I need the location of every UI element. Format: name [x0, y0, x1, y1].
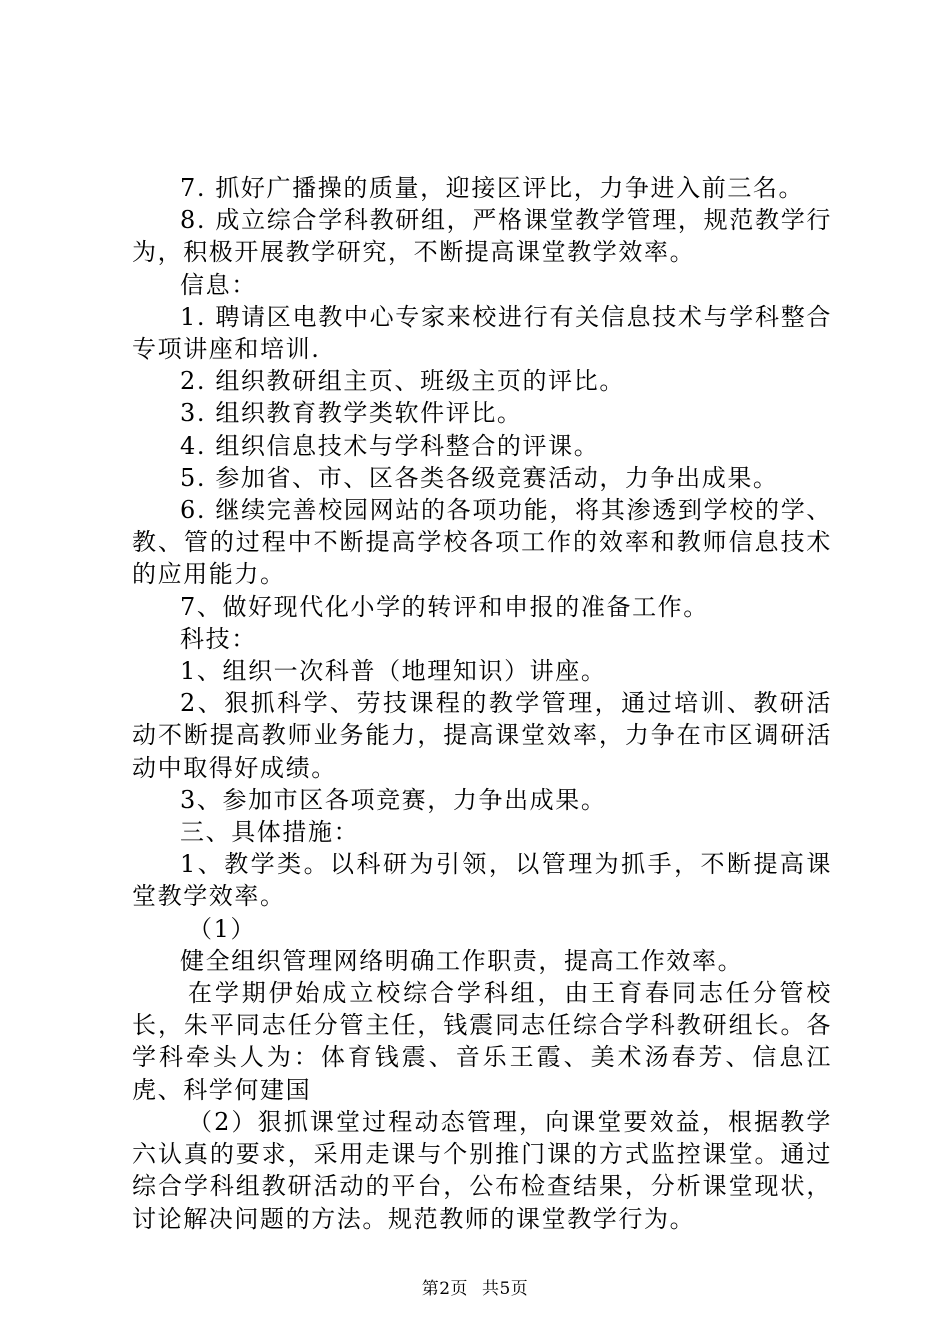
paragraph-measures-1: 1、教学类。以科研为引领，以管理为抓手，不断提高课堂教学效率。 [132, 850, 832, 911]
document-body [132, 172, 832, 1235]
paragraph-info-6: 6. 继续完善校园网站的各项功能，将其渗透到学校的学、教、管的过程中不断提高学校各项工作的效率和教师信息技术的应用能力。 [132, 496, 832, 589]
paragraph-info-3: 3. 组织教育教学类软件评比。 [180, 399, 523, 428]
section-heading-tech: 科技： [180, 624, 257, 653]
paragraph-sub-2: （2）狠抓课堂过程动态管理，向课堂要效益，根据教学六认真的要求，采用走课与个别推门课的方式监控课堂。通过综合学科组教研活动的平台，公布检查结果，分析课堂现状，讨论解决问题的方法。规范教师的课堂教学行为。 [132, 1107, 832, 1233]
paragraph-info-2: 2. 组织教研组主页、班级主页的评比。 [180, 367, 625, 396]
page-total: 共5页 [481, 1279, 529, 1299]
paragraph-item-7: 7. 抓好广播操的质量，迎接区评比，力争进入前三名。 [180, 174, 805, 202]
paragraph-item-8: 8. 成立综合学科教研组，严格课堂教学管理，规范教学行为，积极开展教学研究，不断提高课堂教学效率。 [132, 206, 832, 267]
paragraph-info-7: 7、做好现代化小学的转评和申报的准备工作。 [180, 592, 709, 621]
paragraph-sub-1-title: 健全组织管理网络明确工作职责，提高工作效率。 [180, 946, 744, 975]
section-heading-info: 信息： [180, 270, 257, 299]
paragraph-sub-1-body: 在学期伊始成立校综合学科组，由王育春同志任分管校长，朱平同志任分管主任，钱震同志任综合学科教研组长。各学科牵头人为：体育钱震、音乐王霞、美术汤春芳、信息江虎、科学何建国 [132, 979, 832, 1104]
paragraph-sub-1-label: （1） [188, 914, 257, 943]
page-number: 第2页 [421, 1279, 469, 1299]
paragraph-info-4: 4. 组织信息技术与学科整合的评课。 [180, 431, 600, 460]
paragraph-tech-1: 1、组织一次科普（地理知识）讲座。 [180, 657, 607, 686]
paragraph-info-5: 5. 参加省、市、区各类各级竞赛活动，力争出成果。 [180, 463, 779, 492]
paragraph-tech-3: 3、参加市区各项竞赛，力争出成果。 [180, 785, 607, 814]
paragraph-tech-2: 2、狠抓科学、劳技课程的教学管理，通过培训、教研活动不断提高教师业务能力，提高课堂效率，力争在市区调研活动中取得好成绩。 [132, 689, 832, 782]
page-footer [0, 1274, 950, 1299]
paragraph-info-1: 1. 聘请区电教中心专家来校进行有关信息技术与学科整合专项讲座和培训. [132, 302, 832, 364]
section-heading-measures: 三、具体措施： [180, 818, 360, 847]
